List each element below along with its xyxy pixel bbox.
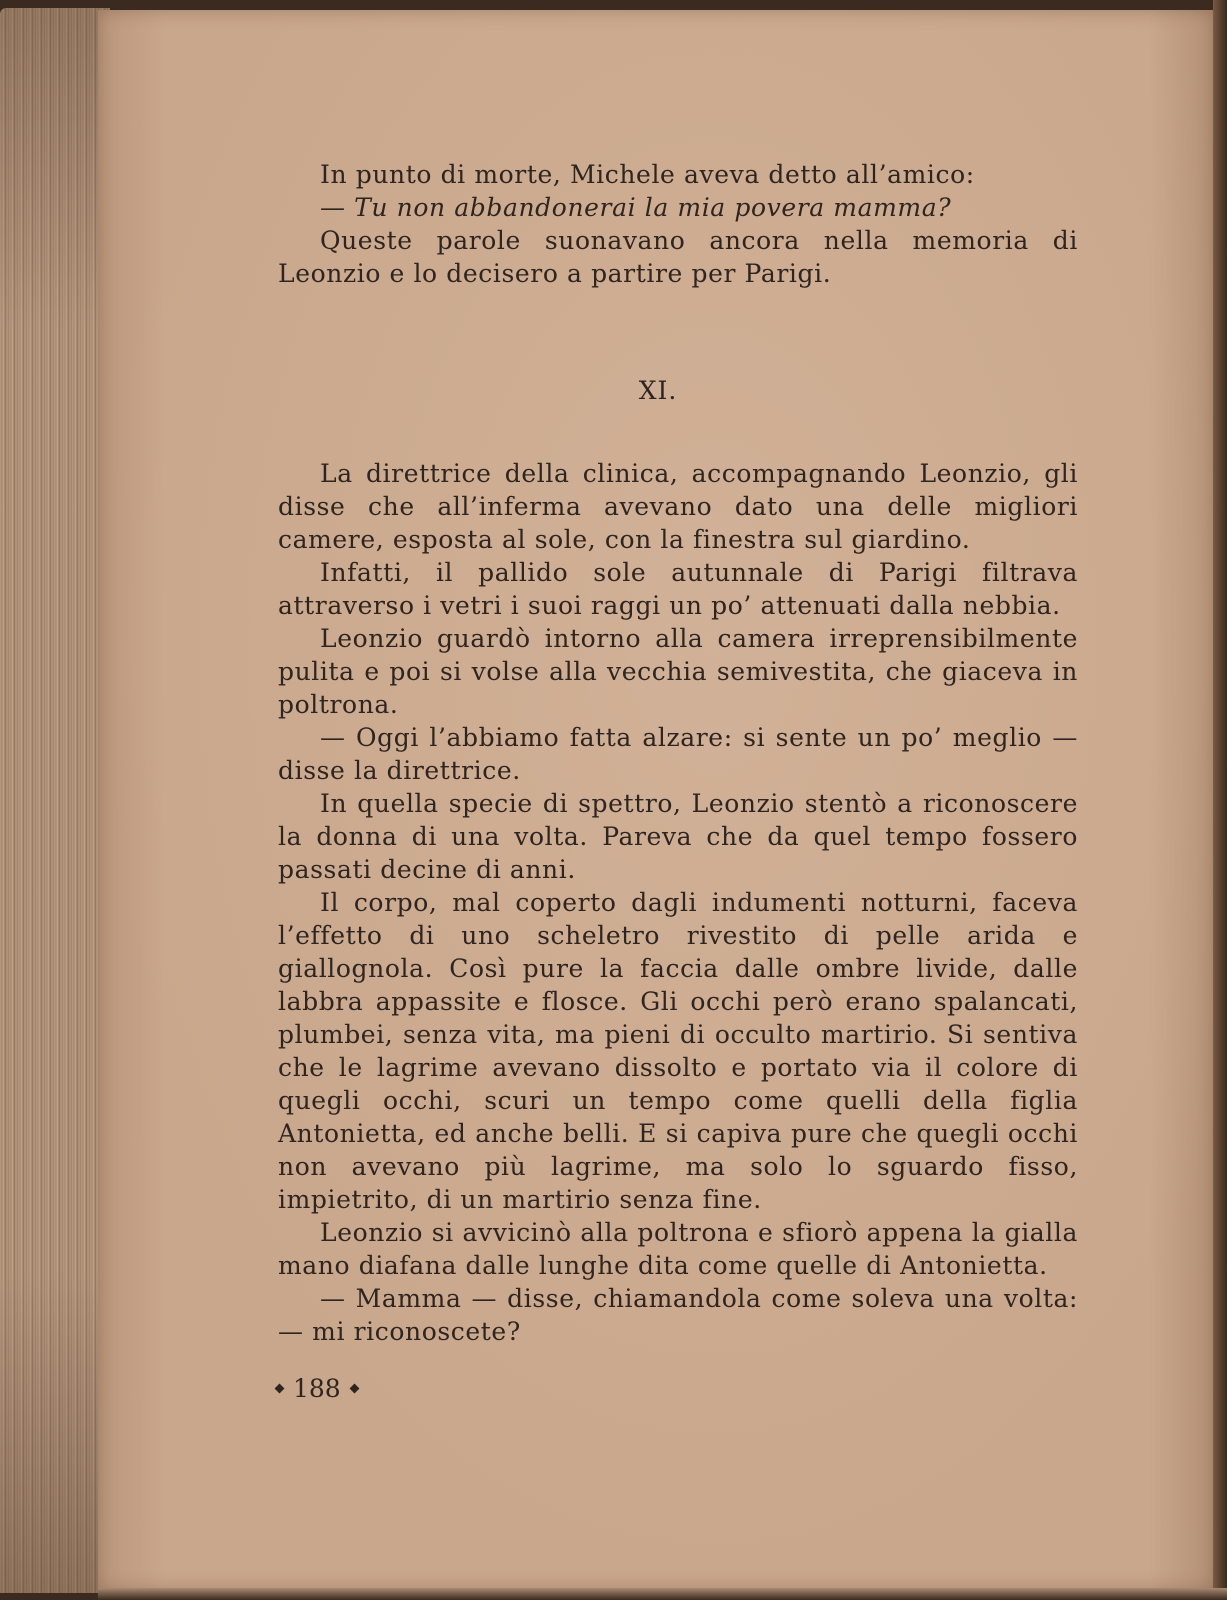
page-number [276, 1374, 358, 1403]
paragraph: Leonzio guardò intorno alla camera irreprensibilmente pulita e poi si volse alla vecchia semivestita, che giaceva in poltrona. [278, 624, 1078, 719]
paragraph-intro: In punto di morte, Michele aveva detto all’amico: [320, 160, 975, 189]
diamond-ornament-icon [349, 1384, 359, 1394]
paragraph: — Mamma — disse, chiamandola come soleva una volta: — mi riconoscete? [278, 1284, 1078, 1346]
paragraph: Il corpo, mal coperto dagli indumenti notturni, faceva l’effetto di uno scheletro rivestito di pelle arida e giallognola. Così pure la faccia dalle ombre livide, dalle labbra appassite e flosce. Gli occhi però erano spalancati, plumbei, senza vita, ma pieni di occulto martirio. Si sentiva che le lagrime avevano dissolto e portato via il colore di quegli occhi, scuri un tempo come quelli della figlia Antonietta, ed anche belli. E si capiva pure che quegli occhi non avevano più lagrime, ma solo lo sguardo fisso, impietrito, di un martirio senza fine. [278, 888, 1078, 1214]
chapter-heading: XI. [638, 376, 678, 405]
binding-shadow-right [1213, 0, 1227, 1600]
page-bottom-edge [98, 1588, 1227, 1600]
diamond-ornament-icon [275, 1384, 285, 1394]
paragraph: La direttrice della clinica, accompagnando Leonzio, gli disse che all’inferma avevano dato una delle migliori camere, esposta al sole, con la finestra sul giardino. [278, 459, 1078, 554]
paragraph: Infatti, il pallido sole autunnale di Parigi filtrava attraverso i vetri i suoi raggi un po’ attenuati dalla nebbia. [278, 558, 1078, 620]
page-number-text: 188 [293, 1374, 341, 1403]
paragraph-quote: — Tu non abbandonerai la mia povera mamma? [320, 193, 952, 222]
paragraph: In quella specie di spettro, Leonzio stentò a riconoscere la donna di una volta. Pareva che da quel tempo fossero passati decine di anni. [278, 789, 1078, 884]
page-stack-edge [0, 8, 110, 1593]
paragraph-decision: Queste parole suonavano ancora nella memoria di Leonzio e lo decisero a partire per Parigi. [278, 226, 1078, 288]
paragraph: Leonzio si avvicinò alla poltrona e sfiorò appena la gialla mano diafana dalle lunghe dita come quelle di Antonietta. [278, 1218, 1078, 1280]
paragraph: — Oggi l’abbiamo fatta alzare: si sente un po’ meglio — disse la direttrice. [278, 723, 1078, 785]
body-text [278, 158, 1078, 1348]
